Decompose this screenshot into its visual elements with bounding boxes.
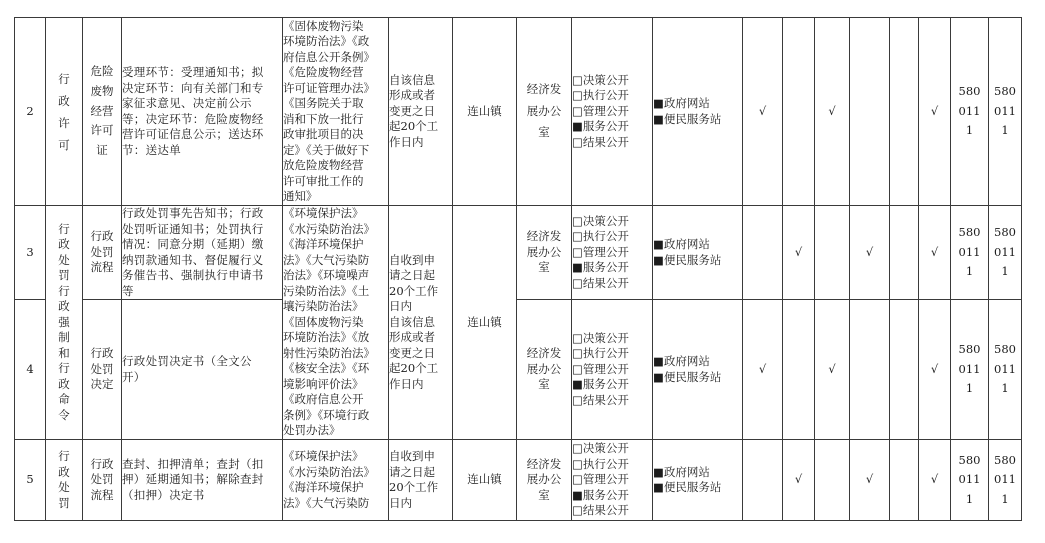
subject-cell: 连山镇 xyxy=(453,18,517,206)
number-cell: 580 011 1 xyxy=(951,440,989,521)
table-row xyxy=(15,440,1022,521)
department-cell: 经济发 展办公 室 xyxy=(517,440,572,521)
item-cell: 行政 处罚 流程 xyxy=(83,206,122,300)
mark-cell xyxy=(890,300,919,440)
mark-cell: √ xyxy=(815,300,850,440)
subject-cell: 连山镇 xyxy=(453,206,517,440)
time-limit-cell: 自该信息 形成或者 变更之日 起20个工 作日内 xyxy=(389,18,453,206)
scope-cell: □决策公开 □执行公开 □管理公开 ■服务公开 □结果公开 xyxy=(572,18,653,206)
mark-cell: √ xyxy=(850,206,890,300)
mark-cell xyxy=(890,18,919,206)
table-row xyxy=(15,18,1022,206)
item-cell: 行政 处罚 决定 xyxy=(83,300,122,440)
table-row xyxy=(15,206,1022,300)
item-cell: 危险 废物 经营 许可 证 xyxy=(83,18,122,206)
mark-cell xyxy=(783,18,815,206)
number-cell: 580 011 1 xyxy=(989,300,1022,440)
content-cell: 查封、扣押清单；查封（扣 押）延期通知书；解除查封 （扣押）决定书 xyxy=(122,440,283,521)
mark-cell xyxy=(890,440,919,521)
mark-cell: √ xyxy=(783,206,815,300)
mark-cell xyxy=(890,206,919,300)
time-limit-cell: 自收到申 请之日起 20个工作 日内 自该信息 形成或者 变更之日 起20个工 作日内 xyxy=(389,206,453,440)
content-cell: 受理环节：受理通知书；拟 决定环节：向有关部门和专 家征求意见、决定前公示 等；决定环节：危险废物经 营许可证信息公示；送达环 节：送达单 xyxy=(122,18,283,206)
mark-cell xyxy=(850,18,890,206)
number-cell: 580 011 1 xyxy=(951,18,989,206)
item-cell: 行政 处罚 流程 xyxy=(83,440,122,521)
mark-cell: √ xyxy=(850,440,890,521)
row-number: 2 xyxy=(15,18,46,206)
mark-cell: √ xyxy=(919,440,951,521)
mark-cell xyxy=(815,440,850,521)
mark-cell: √ xyxy=(743,18,783,206)
department-cell: 经济发 展办公 室 xyxy=(517,18,572,206)
row-number: 4 xyxy=(15,300,46,440)
scope-cell: □决策公开 □执行公开 □管理公开 ■服务公开 □结果公开 xyxy=(572,300,653,440)
content-cell: 行政处罚决定书（全文公 开） xyxy=(122,300,283,440)
mark-cell: √ xyxy=(919,300,951,440)
channel-cell: ■政府网站 ■便民服务站 xyxy=(653,300,743,440)
channel-cell: ■政府网站 ■便民服务站 xyxy=(653,18,743,206)
number-cell: 580 011 1 xyxy=(951,206,989,300)
scope-cell: □决策公开 □执行公开 □管理公开 ■服务公开 □结果公开 xyxy=(572,440,653,521)
mark-cell: √ xyxy=(783,440,815,521)
time-limit-cell: 自收到申 请之日起 20个工作 日内 xyxy=(389,440,453,521)
table-row xyxy=(15,300,1022,440)
category-cell: 行 政 许 可 xyxy=(46,18,83,206)
number-cell: 580 011 1 xyxy=(951,300,989,440)
department-cell: 经济发 展办公 室 xyxy=(517,300,572,440)
mark-cell: √ xyxy=(919,206,951,300)
mark-cell: √ xyxy=(743,300,783,440)
channel-cell: ■政府网站 ■便民服务站 xyxy=(653,440,743,521)
disclosure-table xyxy=(14,17,1022,521)
mark-cell: √ xyxy=(815,18,850,206)
number-cell: 580 011 1 xyxy=(989,206,1022,300)
mark-cell xyxy=(743,206,783,300)
mark-cell xyxy=(850,300,890,440)
scope-cell: □决策公开 □执行公开 □管理公开 ■服务公开 □结果公开 xyxy=(572,206,653,300)
category-cell: 行 政 处 罚 行 政 强 制 和 行 政 命 令 xyxy=(46,206,83,440)
basis-cell: 《环境保护法》 《水污染防治法》 《海洋环境保护 法》《大气污染防 xyxy=(283,440,389,521)
mark-cell xyxy=(743,440,783,521)
mark-cell xyxy=(815,206,850,300)
basis-cell: 《环境保护法》 《水污染防治法》 《海洋环境保护 法》《大气污染防 治法》《环境噪声 污染防治法》《土 壤污染防治法》 《固体废物污染 环境防治法》《放 射性污染防治法》 《核安全法》《环 境影响评价法》 《政府信息公开 条例》《环境行政 处罚办法》 xyxy=(283,206,389,440)
mark-cell xyxy=(783,300,815,440)
number-cell: 580 011 1 xyxy=(989,18,1022,206)
channel-cell: ■政府网站 ■便民服务站 xyxy=(653,206,743,300)
subject-cell: 连山镇 xyxy=(453,440,517,521)
content-cell: 行政处罚事先告知书；行政 处罚听证通知书；处罚执行 情况：同意分期（延期）缴 纳罚款通知书、督促履行义 务催告书、强制执行申请书 等 xyxy=(122,206,283,300)
row-number: 3 xyxy=(15,206,46,300)
category-cell: 行 政 处 罚 xyxy=(46,440,83,521)
basis-cell: 《固体废物污染 环境防治法》《政 府信息公开条例》 《危险废物经营 许可证管理办法》 《国务院关于取 消和下放一批行 政审批项目的决 定》《关于做好下 放危险废物经营 许可审批工作的 通知》 xyxy=(283,18,389,206)
department-cell: 经济发 展办公 室 xyxy=(517,206,572,300)
mark-cell: √ xyxy=(919,18,951,206)
number-cell: 580 011 1 xyxy=(989,440,1022,521)
row-number: 5 xyxy=(15,440,46,521)
